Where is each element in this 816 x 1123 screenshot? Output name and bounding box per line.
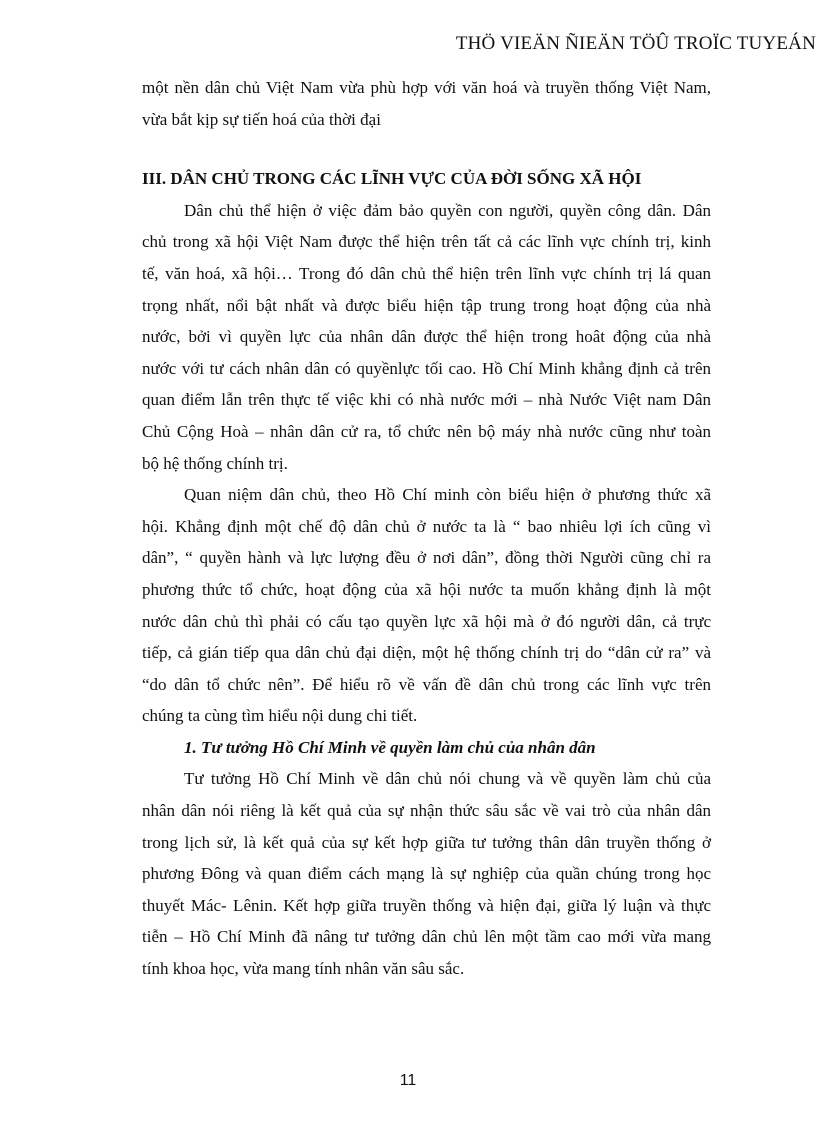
body-line: tiếp, cả gián tiếp qua dân chủ đại diện, một hệ thống chính trị do “dân cử ra” và	[142, 643, 711, 663]
body-line: phương thức tổ chức, hoạt động của xã hội nước ta muốn khẳng định là một	[142, 579, 711, 599]
body-line: phương Đông và quan điểm cách mạng là sự nghiệp của quần chúng trong học	[142, 864, 711, 884]
body-line: một nền dân chủ Việt Nam vừa phù hợp với văn hoá và truyền thống Việt Nam,	[142, 78, 711, 97]
body-line: trọng nhất, nổi bật nhất và được biểu hiện tập trung trong hoạt động của nhà	[142, 295, 711, 315]
body-line: trong lịch sử, là kết quả của sự kết hợp giữa tư tưởng thân dân truyền thống ở	[142, 832, 711, 852]
page-number: 11	[399, 1072, 417, 1089]
body-line: chủ trong xã hội Việt Nam được thể hiện trên tất cả các lĩnh vực chính trị, kinh	[142, 232, 711, 252]
body-line: tính khoa học, vừa mang tính nhân văn sâu sắc.	[142, 959, 465, 979]
body-line: nước dân chủ thì phải có cấu tạo quyền lực xã hội mà ở đó người dân, cả trực	[142, 611, 711, 631]
body-line: chúng ta cùng tìm hiểu nội dung chi tiết.	[142, 706, 418, 726]
body-line: nước, bởi vì quyền lực của nhân dân được thể hiện trong hoât động của nhà	[142, 327, 711, 347]
body-line: nhân dân nói riêng là kết quả của sự nhận thức sâu sắc về vai trò của nhân dân	[142, 801, 711, 821]
body-line: dân”, “ quyền hành và lực lượng đều ở nơi dân”, đồng thời Người cũng chỉ ra	[142, 548, 711, 568]
body-line: quan điểm lẫn trên thực tế việc khi có nhà nước mới – nhà Nước Việt nam Dân	[142, 390, 711, 410]
body-line: tiễn – Hồ Chí Minh đã nâng tư tưởng dân chủ lên một tầm cao mới vừa mang	[142, 927, 711, 947]
body-line: Tư tưởng Hồ Chí Minh về dân chủ nói chung và về quyền làm chủ của	[184, 769, 711, 789]
section-heading: III. DÂN CHỦ TRONG CÁC LĨNH VỰC CỦA ĐỜI SỐNG XÃ HỘI	[142, 169, 642, 189]
body-line: Dân chủ thể hiện ở việc đảm bảo quyền con người, quyền công dân. Dân	[184, 200, 711, 220]
subsection-heading: 1. Tư tưởng Hồ Chí Minh về quyền làm chủ của nhân dân	[184, 737, 596, 757]
page-header-title: THÖ VIEÄN ÑIEÄN TÖÛ TROÏC TUYEÁN	[455, 33, 816, 54]
body-line: Quan niệm dân chủ, theo Hồ Chí minh còn biểu hiện ở phương thức xã	[184, 485, 711, 505]
body-line: thuyết Mác- Lênin. Kết hợp giữa truyền thống và hiện đại, giữa lý luận và thực	[142, 895, 711, 915]
body-line: nước với tư cách nhân dân có quyềnlực tối cao. Hồ Chí Minh khẳng định cả trên	[142, 358, 711, 378]
document-body	[142, 72, 711, 985]
body-line: tế, văn hoá, xã hội… Trong đó dân chủ thể hiện trên lĩnh vực chính trị lá quan	[142, 263, 711, 283]
body-line: bộ hệ thống chính trị.	[142, 453, 288, 473]
body-line: hội. Khẳng định một chế độ dân chủ ở nước ta là “ bao nhiêu lợi ích cũng vì	[142, 516, 711, 536]
body-line: vừa bắt kịp sự tiến hoá của thời đại	[142, 109, 381, 129]
body-line: “do dân tổ chức nên”. Để hiểu rõ về vấn đề dân chủ trong các lĩnh vực trên	[142, 674, 711, 694]
body-line: Chủ Cộng Hoà – nhân dân cử ra, tổ chức nên bộ máy nhà nước cũng như toàn	[142, 421, 711, 441]
